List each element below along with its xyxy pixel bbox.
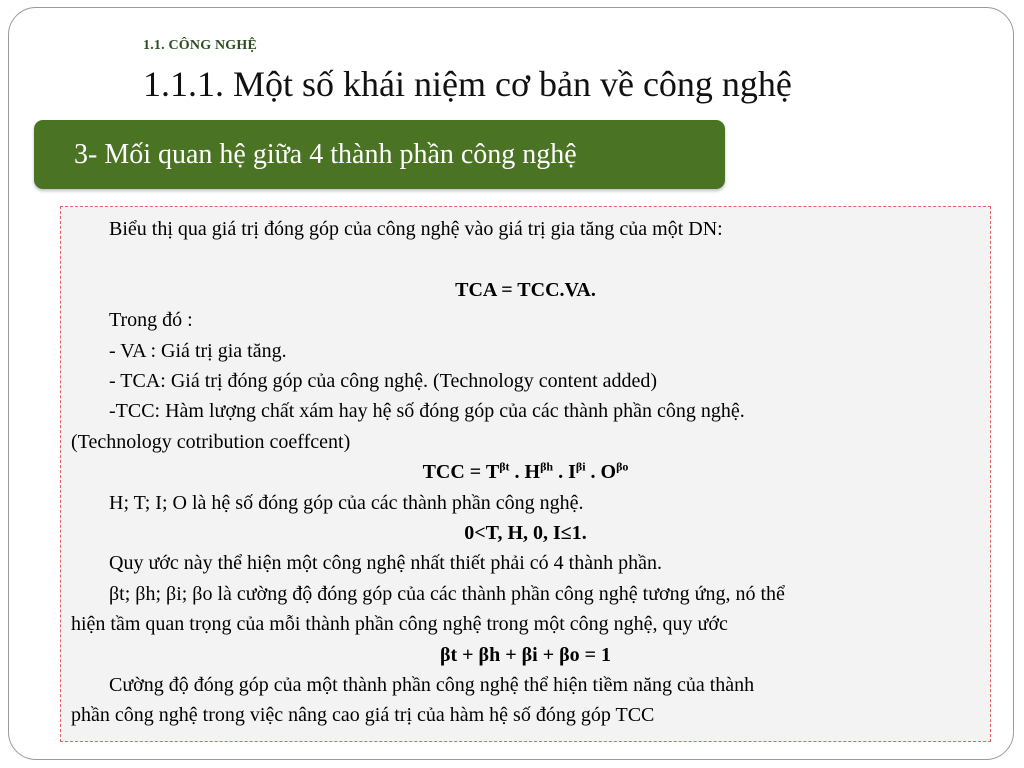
- formula-tcc: [71, 457, 980, 487]
- closing-text-line1: Cường độ đóng góp của một thành phần công nghệ thể hiện tiềm năng của thành: [109, 674, 755, 697]
- formula-beta-sum: βt + βh + βi + βo = 1: [439, 643, 612, 666]
- coefficients-text: H; T; I; O là hệ số đóng góp của các thành phần công nghệ.: [109, 491, 584, 514]
- formula-tcc-prefix: TCC = T: [422, 461, 500, 484]
- section-label: 1.1. CÔNG NGHỆ: [143, 38, 258, 53]
- intro-text: Biểu thị qua giá trị đóng góp của công nghệ vào giá trị gia tăng của một DN:: [109, 218, 723, 240]
- definition-tcc-line1: -TCC: Hàm lượng chất xám hay hệ số đóng góp của các thành phần công nghệ.: [109, 400, 745, 423]
- blank-line: [71, 244, 980, 274]
- formula-tcc-h: . H: [509, 461, 541, 484]
- exponent-h: βh: [540, 459, 554, 474]
- closing-text-line2: phần công nghệ trong việc nâng cao giá trị của hàm hệ số đóng góp TCC: [71, 704, 655, 727]
- slide-title: 1.1.1. Một số khái niệm cơ bản về công nghệ: [143, 64, 792, 104]
- exponent-i: βi: [575, 459, 586, 474]
- formula-tca: TCA = TCC.VA.: [455, 278, 596, 301]
- beta-text-line2: hiện tầm quan trọng của mỗi thành phần công nghệ trong một công nghệ, quy ước: [71, 613, 728, 636]
- exponent-t: βt: [499, 459, 510, 474]
- definition-tcc-line2: (Technology cotribution coeffcent): [71, 430, 351, 453]
- exponent-o: βo: [616, 459, 629, 474]
- definition-tca: - TCA: Giá trị đóng góp của công nghệ. (Technology content added): [109, 370, 658, 393]
- beta-text-line1: βt; βh; βi; βo là cường độ đóng góp của các thành phần công nghệ tương ứng, nó thể: [109, 582, 785, 605]
- convention-text: Quy ước này thể hiện một công nghệ nhất thiết phải có 4 thành phần.: [109, 552, 662, 575]
- formula-tcc-i: . I: [553, 461, 576, 484]
- where-text: Trong đó :: [109, 309, 193, 332]
- definition-va: - VA : Giá trị gia tăng.: [109, 339, 287, 362]
- formula-tcc-o: . O: [585, 461, 617, 484]
- subtitle-text: 3- Mối quan hệ giữa 4 thành phần công nghệ: [74, 139, 577, 170]
- subtitle-banner: [34, 120, 725, 189]
- constraint-formula: 0<T, H, 0, I≤1.: [464, 522, 587, 545]
- content-box: [60, 206, 991, 742]
